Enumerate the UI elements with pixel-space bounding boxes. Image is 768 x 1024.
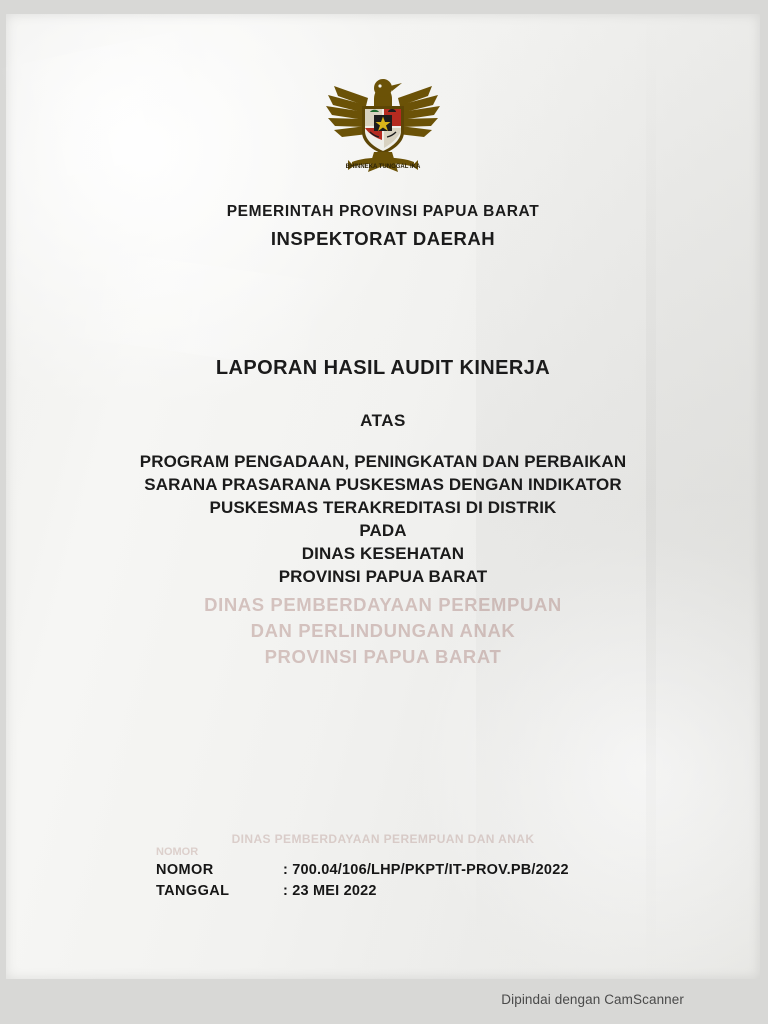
meta-row-nomor	[156, 860, 569, 881]
office-line: INSPEKTORAT DAERAH	[270, 228, 496, 249]
subject-line: SARANA PRASARANA PUSKESMAS DENGAN INDIKATOR	[144, 475, 622, 494]
garuda-pancasila-emblem	[318, 70, 448, 182]
nomor-label: NOMOR	[156, 862, 214, 878]
watermark-tertiary: NOMOR	[156, 846, 199, 858]
subject-line: PROVINSI PAPUA BARAT	[278, 567, 488, 586]
paper-sheet	[6, 14, 760, 979]
watermark-secondary: DINAS PEMBERDAYAAN PEREMPUAN DAN ANAK	[231, 832, 535, 846]
subject-line: DINAS KESEHATAN	[301, 544, 465, 563]
svg-text:BHINNEKA TUNGGAL IKA: BHINNEKA TUNGGAL IKA	[345, 164, 421, 170]
subject-line: PADA	[359, 521, 407, 540]
subject-line: PROGRAM PENGADAAN, PENINGKATAN DAN PERBAIKAN	[139, 452, 627, 471]
document-meta	[156, 860, 569, 902]
camscanner-footer: Dipindai dengan CamScanner	[501, 992, 684, 1007]
report-subject	[6, 450, 760, 588]
subject-line: PUSKESMAS TERAKREDITASI DI DISTRIK	[209, 498, 557, 517]
stamp-bleedthrough-watermark	[6, 592, 760, 670]
watermark-line: DINAS PEMBERDAYAAN PEREMPUAN	[204, 594, 562, 615]
government-line: PEMERINTAH PROVINSI PAPUA BARAT	[226, 203, 540, 220]
report-title: LAPORAN HASIL AUDIT KINERJA	[215, 357, 551, 379]
watermark-line: PROVINSI PAPUA BARAT	[264, 646, 502, 667]
nomor-value: : 700.04/106/LHP/PKPT/IT-PROV.PB/2022	[283, 862, 569, 878]
tanggal-value: : 23 MEI 2022	[283, 883, 377, 899]
tanggal-label: TANGGAL	[156, 883, 230, 899]
watermark-line: DAN PERLINDUNGAN ANAK	[250, 620, 516, 641]
report-title-connector: ATAS	[360, 411, 406, 430]
meta-row-tanggal	[156, 881, 569, 902]
